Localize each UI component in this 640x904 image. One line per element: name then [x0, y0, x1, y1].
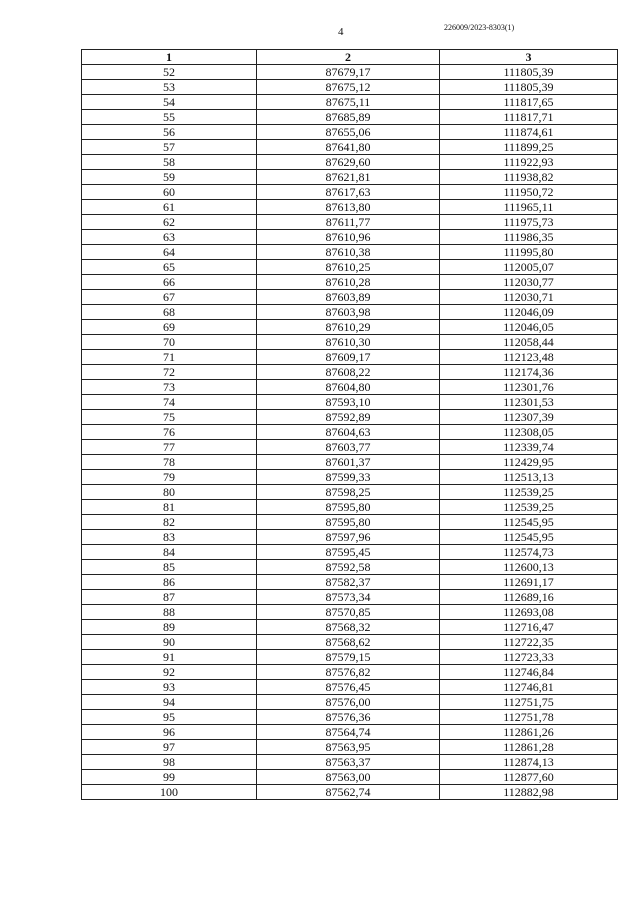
table-row	[82, 740, 618, 755]
x-coordinate-cell: 87617,63	[257, 185, 440, 200]
table-row	[82, 665, 618, 680]
y-coordinate-cell: 112174,36	[440, 365, 618, 380]
y-coordinate-cell: 111805,39	[440, 65, 618, 80]
table-row	[82, 515, 618, 530]
x-coordinate-cell: 87563,95	[257, 740, 440, 755]
table-row	[82, 725, 618, 740]
y-coordinate-cell: 112058,44	[440, 335, 618, 350]
x-coordinate-cell: 87611,77	[257, 215, 440, 230]
y-coordinate-cell: 112339,74	[440, 440, 618, 455]
point-number-cell: 76	[82, 425, 257, 440]
x-coordinate-cell: 87592,89	[257, 410, 440, 425]
x-coordinate-cell: 87675,11	[257, 95, 440, 110]
point-number-cell: 94	[82, 695, 257, 710]
point-number-cell: 64	[82, 245, 257, 260]
x-coordinate-cell: 87621,81	[257, 170, 440, 185]
point-number-cell: 66	[82, 275, 257, 290]
point-number-cell: 58	[82, 155, 257, 170]
table-row	[82, 275, 618, 290]
y-coordinate-cell: 112574,73	[440, 545, 618, 560]
y-coordinate-cell: 112123,48	[440, 350, 618, 365]
point-number-cell: 72	[82, 365, 257, 380]
x-coordinate-cell: 87610,25	[257, 260, 440, 275]
x-coordinate-cell: 87610,30	[257, 335, 440, 350]
x-coordinate-cell: 87592,58	[257, 560, 440, 575]
coordinates-table	[81, 49, 618, 800]
x-coordinate-cell: 87563,37	[257, 755, 440, 770]
point-number-cell: 54	[82, 95, 257, 110]
y-coordinate-cell: 112301,53	[440, 395, 618, 410]
y-coordinate-cell: 112751,78	[440, 710, 618, 725]
point-number-cell: 98	[82, 755, 257, 770]
point-number-cell: 52	[82, 65, 257, 80]
y-coordinate-cell: 112545,95	[440, 515, 618, 530]
table-row	[82, 500, 618, 515]
x-coordinate-cell: 87597,96	[257, 530, 440, 545]
x-coordinate-cell: 87568,62	[257, 635, 440, 650]
table-row	[82, 290, 618, 305]
y-coordinate-cell: 112861,26	[440, 725, 618, 740]
y-coordinate-cell: 112600,13	[440, 560, 618, 575]
table-row	[82, 770, 618, 785]
table-row	[82, 365, 618, 380]
x-coordinate-cell: 87641,80	[257, 140, 440, 155]
point-number-cell: 56	[82, 125, 257, 140]
x-coordinate-cell: 87603,98	[257, 305, 440, 320]
table-body	[82, 65, 618, 800]
point-number-cell: 96	[82, 725, 257, 740]
point-number-cell: 57	[82, 140, 257, 155]
table-row	[82, 560, 618, 575]
y-coordinate-cell: 112722,35	[440, 635, 618, 650]
table-row	[82, 65, 618, 80]
x-coordinate-cell: 87610,96	[257, 230, 440, 245]
table-row	[82, 410, 618, 425]
table-row	[82, 350, 618, 365]
x-coordinate-cell: 87576,82	[257, 665, 440, 680]
point-number-cell: 92	[82, 665, 257, 680]
x-coordinate-cell: 87610,28	[257, 275, 440, 290]
point-number-cell: 80	[82, 485, 257, 500]
x-coordinate-cell: 87675,12	[257, 80, 440, 95]
point-number-cell: 61	[82, 200, 257, 215]
point-number-cell: 85	[82, 560, 257, 575]
point-number-cell: 55	[82, 110, 257, 125]
y-coordinate-cell: 111965,11	[440, 200, 618, 215]
table-row	[82, 575, 618, 590]
y-coordinate-cell: 112693,08	[440, 605, 618, 620]
point-number-cell: 70	[82, 335, 257, 350]
table-row	[82, 590, 618, 605]
x-coordinate-cell: 87655,06	[257, 125, 440, 140]
y-coordinate-cell: 112689,16	[440, 590, 618, 605]
table-row	[82, 545, 618, 560]
x-coordinate-cell: 87608,22	[257, 365, 440, 380]
y-coordinate-cell: 112307,39	[440, 410, 618, 425]
table-row	[82, 710, 618, 725]
point-number-cell: 69	[82, 320, 257, 335]
point-number-cell: 60	[82, 185, 257, 200]
table-row	[82, 245, 618, 260]
y-coordinate-cell: 112046,05	[440, 320, 618, 335]
y-coordinate-cell: 112308,05	[440, 425, 618, 440]
y-coordinate-cell: 111922,93	[440, 155, 618, 170]
y-coordinate-cell: 112723,33	[440, 650, 618, 665]
point-number-cell: 81	[82, 500, 257, 515]
y-coordinate-cell: 112513,13	[440, 470, 618, 485]
table-row	[82, 470, 618, 485]
column-header-2: 2	[257, 50, 440, 65]
table-row	[82, 440, 618, 455]
table-row	[82, 530, 618, 545]
x-coordinate-cell: 87685,89	[257, 110, 440, 125]
x-coordinate-cell: 87595,45	[257, 545, 440, 560]
document-reference: 226009/2023-8303(1)	[444, 23, 515, 32]
column-header-1: 1	[82, 50, 257, 65]
point-number-cell: 95	[82, 710, 257, 725]
table-row	[82, 95, 618, 110]
table-row	[82, 785, 618, 800]
table-row	[82, 605, 618, 620]
point-number-cell: 87	[82, 590, 257, 605]
table-row	[82, 110, 618, 125]
table-row	[82, 185, 618, 200]
x-coordinate-cell: 87613,80	[257, 200, 440, 215]
y-coordinate-cell: 112716,47	[440, 620, 618, 635]
table-row	[82, 200, 618, 215]
x-coordinate-cell: 87573,34	[257, 590, 440, 605]
point-number-cell: 84	[82, 545, 257, 560]
x-coordinate-cell: 87579,15	[257, 650, 440, 665]
y-coordinate-cell: 112539,25	[440, 500, 618, 515]
y-coordinate-cell: 112882,98	[440, 785, 618, 800]
table-row	[82, 260, 618, 275]
x-coordinate-cell: 87679,17	[257, 65, 440, 80]
x-coordinate-cell: 87563,00	[257, 770, 440, 785]
column-header-3: 3	[440, 50, 618, 65]
x-coordinate-cell: 87603,77	[257, 440, 440, 455]
y-coordinate-cell: 111995,80	[440, 245, 618, 260]
x-coordinate-cell: 87595,80	[257, 515, 440, 530]
y-coordinate-cell: 111874,61	[440, 125, 618, 140]
table-row	[82, 155, 618, 170]
y-coordinate-cell: 111938,82	[440, 170, 618, 185]
x-coordinate-cell: 87595,80	[257, 500, 440, 515]
table-row	[82, 680, 618, 695]
y-coordinate-cell: 111805,39	[440, 80, 618, 95]
point-number-cell: 86	[82, 575, 257, 590]
point-number-cell: 100	[82, 785, 257, 800]
point-number-cell: 79	[82, 470, 257, 485]
table-row	[82, 650, 618, 665]
point-number-cell: 99	[82, 770, 257, 785]
y-coordinate-cell: 112301,76	[440, 380, 618, 395]
point-number-cell: 78	[82, 455, 257, 470]
x-coordinate-cell: 87576,00	[257, 695, 440, 710]
x-coordinate-cell: 87599,33	[257, 470, 440, 485]
y-coordinate-cell: 112545,95	[440, 530, 618, 545]
table-header-row	[82, 50, 618, 65]
x-coordinate-cell: 87568,32	[257, 620, 440, 635]
table-row	[82, 230, 618, 245]
x-coordinate-cell: 87610,38	[257, 245, 440, 260]
table-row	[82, 125, 618, 140]
x-coordinate-cell: 87564,74	[257, 725, 440, 740]
table-row	[82, 305, 618, 320]
point-number-cell: 91	[82, 650, 257, 665]
x-coordinate-cell: 87609,17	[257, 350, 440, 365]
x-coordinate-cell: 87593,10	[257, 395, 440, 410]
table-row	[82, 425, 618, 440]
table-row	[82, 320, 618, 335]
x-coordinate-cell: 87576,45	[257, 680, 440, 695]
point-number-cell: 89	[82, 620, 257, 635]
table-row	[82, 455, 618, 470]
table-row	[82, 80, 618, 95]
y-coordinate-cell: 112030,77	[440, 275, 618, 290]
point-number-cell: 83	[82, 530, 257, 545]
table-row	[82, 635, 618, 650]
point-number-cell: 82	[82, 515, 257, 530]
x-coordinate-cell: 87598,25	[257, 485, 440, 500]
y-coordinate-cell: 111950,72	[440, 185, 618, 200]
y-coordinate-cell: 112691,17	[440, 575, 618, 590]
y-coordinate-cell: 112030,71	[440, 290, 618, 305]
y-coordinate-cell: 111899,25	[440, 140, 618, 155]
x-coordinate-cell: 87562,74	[257, 785, 440, 800]
table-row	[82, 485, 618, 500]
y-coordinate-cell: 112861,28	[440, 740, 618, 755]
x-coordinate-cell: 87582,37	[257, 575, 440, 590]
table-row	[82, 170, 618, 185]
y-coordinate-cell: 112751,75	[440, 695, 618, 710]
y-coordinate-cell: 112539,25	[440, 485, 618, 500]
point-number-cell: 62	[82, 215, 257, 230]
x-coordinate-cell: 87603,89	[257, 290, 440, 305]
point-number-cell: 67	[82, 290, 257, 305]
y-coordinate-cell: 112877,60	[440, 770, 618, 785]
point-number-cell: 90	[82, 635, 257, 650]
point-number-cell: 53	[82, 80, 257, 95]
y-coordinate-cell: 112005,07	[440, 260, 618, 275]
point-number-cell: 93	[82, 680, 257, 695]
point-number-cell: 71	[82, 350, 257, 365]
y-coordinate-cell: 111986,35	[440, 230, 618, 245]
point-number-cell: 65	[82, 260, 257, 275]
table-row	[82, 755, 618, 770]
x-coordinate-cell: 87604,63	[257, 425, 440, 440]
table-row	[82, 395, 618, 410]
y-coordinate-cell: 112746,84	[440, 665, 618, 680]
table-row	[82, 335, 618, 350]
y-coordinate-cell: 112874,13	[440, 755, 618, 770]
page-number: 4	[338, 26, 344, 38]
table-row	[82, 140, 618, 155]
point-number-cell: 88	[82, 605, 257, 620]
point-number-cell: 59	[82, 170, 257, 185]
point-number-cell: 63	[82, 230, 257, 245]
table-row	[82, 695, 618, 710]
table-row	[82, 620, 618, 635]
x-coordinate-cell: 87601,37	[257, 455, 440, 470]
y-coordinate-cell: 112046,09	[440, 305, 618, 320]
point-number-cell: 77	[82, 440, 257, 455]
x-coordinate-cell: 87576,36	[257, 710, 440, 725]
table-row	[82, 380, 618, 395]
point-number-cell: 74	[82, 395, 257, 410]
table-row	[82, 215, 618, 230]
x-coordinate-cell: 87629,60	[257, 155, 440, 170]
y-coordinate-cell: 111975,73	[440, 215, 618, 230]
x-coordinate-cell: 87610,29	[257, 320, 440, 335]
y-coordinate-cell: 111817,65	[440, 95, 618, 110]
point-number-cell: 75	[82, 410, 257, 425]
x-coordinate-cell: 87570,85	[257, 605, 440, 620]
y-coordinate-cell: 112429,95	[440, 455, 618, 470]
point-number-cell: 73	[82, 380, 257, 395]
point-number-cell: 68	[82, 305, 257, 320]
x-coordinate-cell: 87604,80	[257, 380, 440, 395]
y-coordinate-cell: 112746,81	[440, 680, 618, 695]
y-coordinate-cell: 111817,71	[440, 110, 618, 125]
point-number-cell: 97	[82, 740, 257, 755]
